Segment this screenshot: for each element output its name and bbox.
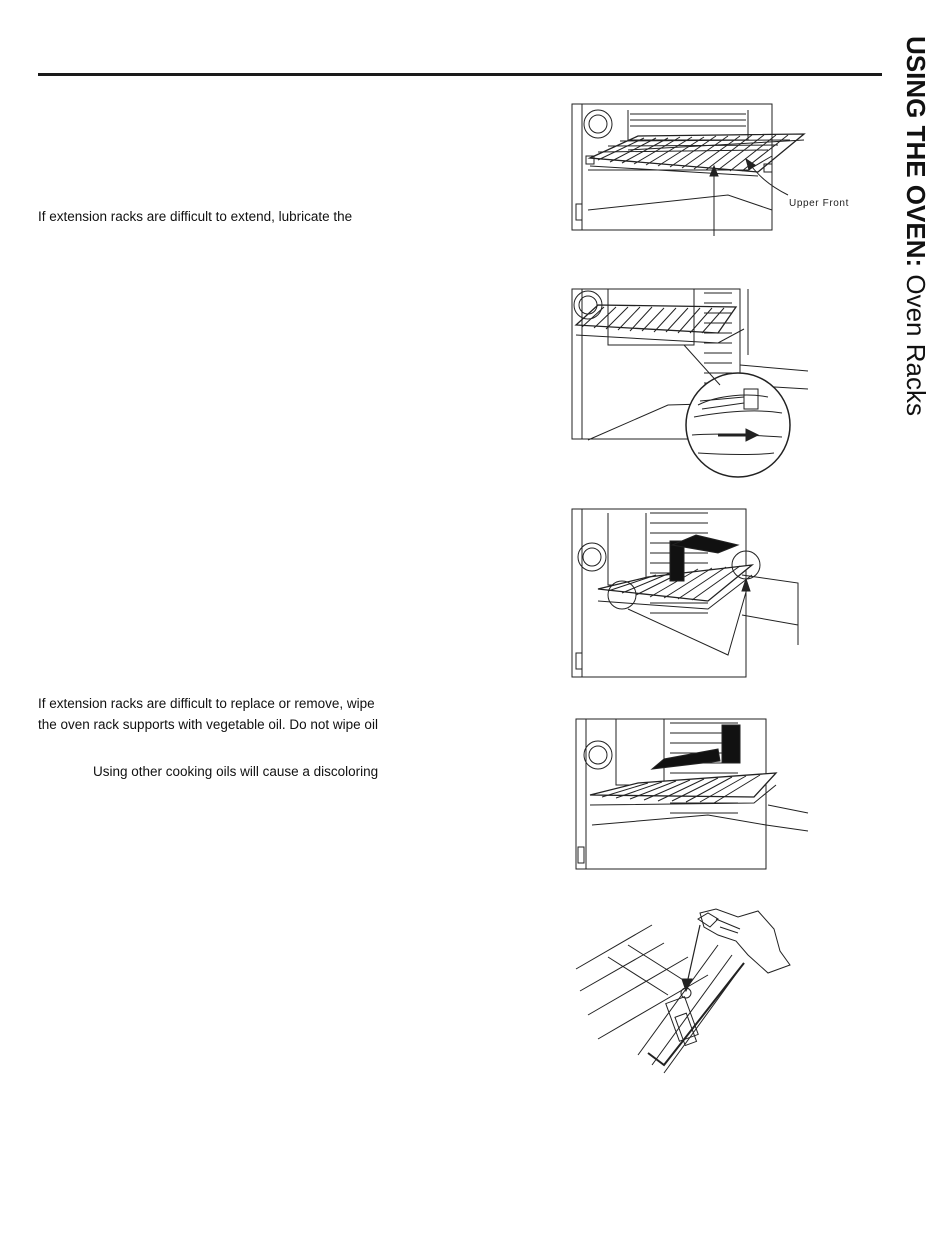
figure-insert-rack: [568, 505, 818, 681]
callout-upper-front: Upper Front: [789, 198, 849, 209]
section-title-bold: USING THE OVEN:: [901, 36, 931, 268]
figure-lubricate-slides: [568, 905, 798, 1080]
figure-slide-rack: [568, 715, 818, 870]
paragraph-replace-line2: the oven rack supports with vegetable oil. Do not wipe oil: [38, 717, 378, 732]
paragraph-replace-line1: If extension racks are difficult to replace or remove, wipe: [38, 696, 375, 711]
figure-extension-rack: [568, 100, 868, 242]
paragraph-caution: Using other cooking oils will cause a discoloring: [93, 764, 379, 779]
header-rule: [38, 73, 882, 76]
paragraph-extend: If extension racks are difficult to extend, lubricate the: [38, 209, 353, 224]
section-title-light: Oven Racks: [901, 267, 931, 416]
section-title: [893, 36, 943, 516]
figure-remove-rack-detail: [568, 285, 818, 480]
